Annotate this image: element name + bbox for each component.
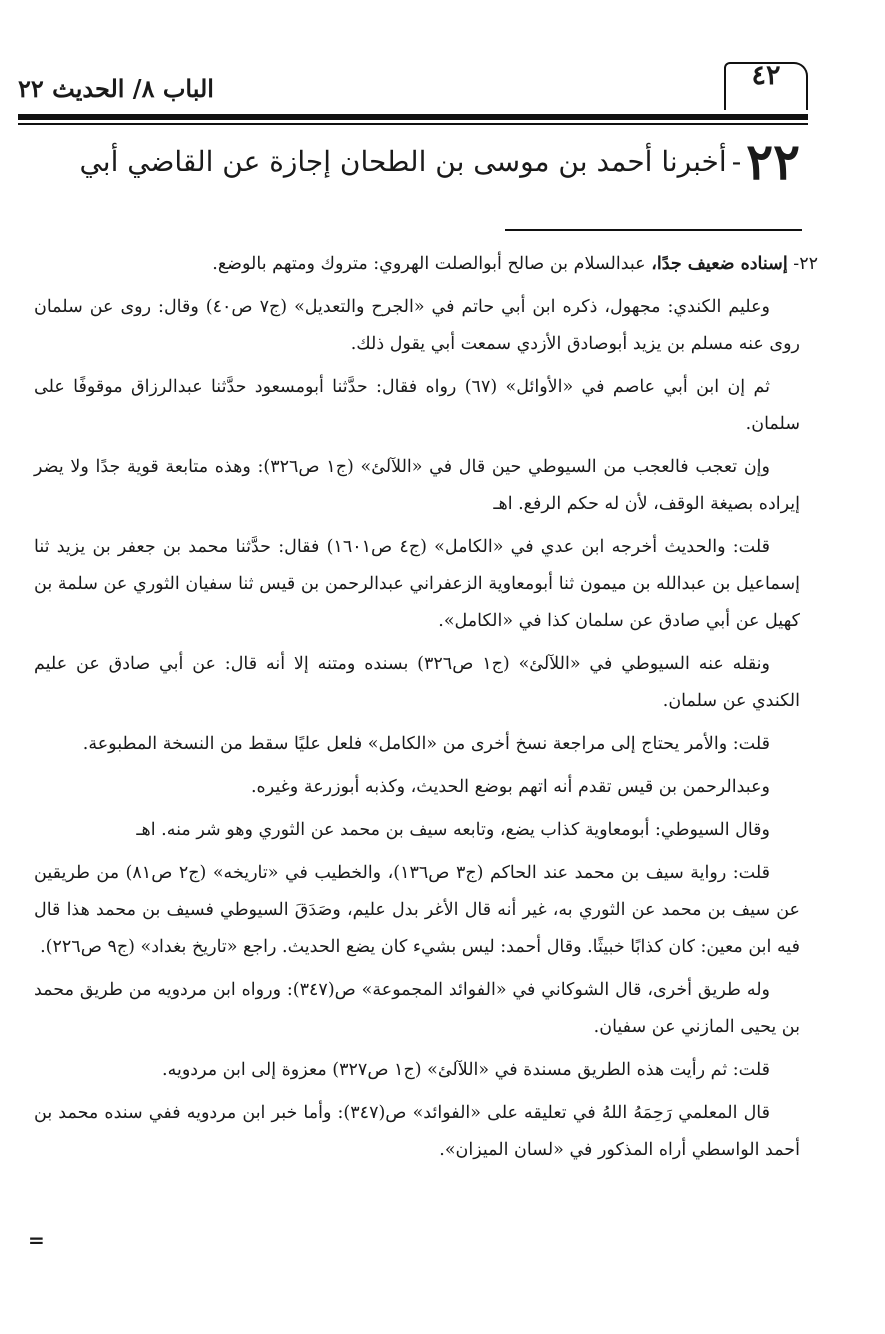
- footnote-paragraph: وعليم الكندي: مجهول، ذكره ابن أبي حاتم في «الجرح والتعديل» (ج٧ ص٤٠) وقال: روى عن سلمان روى عنه مسلم بن يزيد أبوصادق الأزدي سمعت أبي يقول ذلك.: [34, 297, 800, 354]
- footnote-paragraph: قلت: ثم رأيت هذه الطريق مسندة في «اللآلئ» (ج١ ص٣٢٧) معزوة إلى ابن مردويه.: [162, 1060, 770, 1080]
- footnote-text: عبدالسلام بن صالح أبوالصلت الهروي: متروك ومتهم بالوضع.: [212, 254, 646, 274]
- footnote-paragraph: قلت: رواية سيف بن محمد عند الحاكم (ج٣ ص١٣٦)، والخطيب في «تاريخه» (ج٢ ص٨١) من طريقين عن سيف بن محمد عن الثوري به، غير أنه قال الأغر بدل عليم، وصَدَقَ السيوطي فسيف بن محمد هذا قال فيه ابن معين: كان كذابًا خبيثًا. وقال أحمد: ليس بشيء كان يضع الحديث. راجع «تاريخ بغداد» (ج٩ ص٢٢٦).: [34, 863, 800, 957]
- footnote-paragraph: [34, 246, 818, 283]
- page-number: ٤٢: [751, 60, 781, 91]
- hadith-dash: -: [731, 145, 742, 178]
- footnote-separator: [505, 229, 802, 231]
- footnote-paragraph: وله طريق أخرى، قال الشوكاني في «الفوائد المجموعة» ص(٣٤٧): ورواه ابن مردويه من طريق محمد بن يحيى المازني عن سفيان.: [34, 980, 800, 1037]
- page-header: [18, 56, 808, 120]
- footnote-grade: إسناده ضعيف جدًا،: [651, 254, 788, 274]
- footnote-paragraph: قال المعلمي رَحِمَهُ اللهُ في تعليقه على «الفوائد» ص(٣٤٧): وأما خبر ابن مردويه ففي سنده محمد بن أحمد الواسطي أراه المذكور في «لسان الميزان».: [34, 1103, 800, 1160]
- footnote-paragraph: وإن تعجب فالعجب من السيوطي حين قال في «اللآلئ» (ج١ ص٣٢٦): وهذه متابعة قوية جدًا ولا يضر إيراده بصيغة الوقف، لأن له حكم الرفع. اهـ: [34, 457, 800, 514]
- hadith-number: ٢٢: [746, 132, 800, 191]
- header-rule-thin: [18, 123, 808, 125]
- footnote-paragraph: وقال السيوطي: أبومعاوية كذاب يضع، وتابعه سيف بن محمد عن الثوري وهو شر منه. اهـ: [136, 820, 770, 840]
- running-title: الباب ٨/ الحديث ٢٢: [18, 74, 214, 103]
- footnotes: [34, 246, 818, 1175]
- footnote-paragraph: ونقله عنه السيوطي في «اللآلئ» (ج١ ص٣٢٦) بسنده ومتنه إلا أنه قال: عن أبي صادق عن عليم الكندي عن سلمان.: [34, 654, 800, 711]
- hadith-text: أخبرنا أحمد بن موسى بن الطحان إجازة عن القاضي أبي: [79, 145, 727, 178]
- footnote-number: ٢٢-: [793, 254, 818, 274]
- footnote-paragraph: قلت: والحديث أخرجه ابن عدي في «الكامل» (ج٤ ص١٦٠١) فقال: حدَّثنا محمد بن جعفر بن يزيد ثنا إسماعيل بن عبدالله بن ميمون ثنا أبومعاوية الزعفراني عبدالرحمن بن قيس ثنا سفيان الثوري عن سلمة بن كهيل عن أبي صادق عن سلمان كذا في «الكامل».: [34, 537, 800, 631]
- header-rule-thick: [18, 114, 808, 120]
- footnote-paragraph: وعبدالرحمن بن قيس تقدم أنه اتهم بوضع الحديث، وكذبه أبوزرعة وغيره.: [250, 777, 770, 797]
- continuation-mark: =: [28, 1228, 45, 1252]
- hadith-main-text: [30, 132, 800, 192]
- footnote-paragraph: ثم إن ابن أبي عاصم في «الأوائل» (٦٧) رواه فقال: حدَّثنا أبومسعود حدَّثنا عبدالرزاق موقوفًا على سلمان.: [34, 377, 800, 434]
- footnote-paragraph: قلت: والأمر يحتاج إلى مراجعة نسخ أخرى من «الكامل» فلعل عليًا سقط من النسخة المطبوعة.: [82, 734, 770, 754]
